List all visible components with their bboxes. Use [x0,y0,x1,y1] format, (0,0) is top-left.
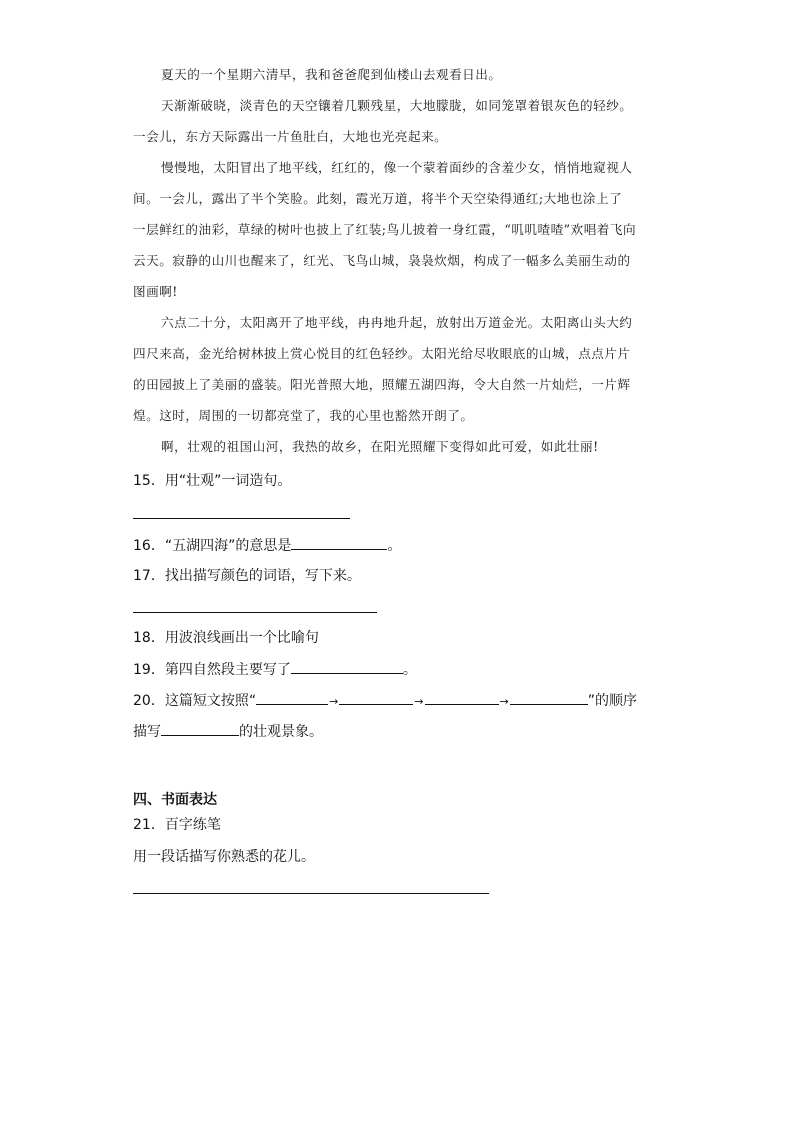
passage-line: 啊，壮观的祖国山河，我热的故乡，在阳光照耀下变得如此可爱，如此壮丽! [161,439,599,454]
passage-line: 的田园披上了美丽的盛装。阳光普照大地，照耀五湖四海，令大自然一片灿烂，一片辉 [133,377,631,392]
question-21-prompt: 用一段话描写你熟悉的花儿。 [133,849,315,865]
answer-blank-20c[interactable] [425,690,499,705]
question-20 [133,690,637,712]
passage-line: 慢慢地，太阳冒出了地平线，红红的，像一个蒙着面纱的含羞少女，悄悄地窥视人 [161,160,633,175]
arrow-icon: → [414,695,424,708]
question-20-line2 [133,721,323,742]
question-21: 21．百字练笔 [133,817,221,833]
question-20-line2-end: 的壮观景象。 [239,724,323,740]
passage-line: 夏天的一个星期六清早，我和爸爸爬到仙楼山去观看日出。 [161,67,502,82]
passage-line: 一会儿，东方天际露出一片鱼肚白，大地也光亮起来。 [133,129,448,144]
arrow-icon: → [329,695,339,708]
question-20-text: 20．这篇短文按照“ [133,693,257,709]
answer-blank-20a[interactable] [256,690,328,705]
section-title: 四、书面表达 [133,792,217,808]
answer-line-21[interactable] [133,893,489,894]
answer-blank-16[interactable] [291,535,387,550]
passage-line: 煌。这时，周围的一切都亮堂了，我的心里也豁然开朗了。 [133,408,474,423]
answer-blank-20b[interactable] [339,690,413,705]
answer-blank-20e[interactable] [161,721,239,736]
passage-line: 六点二十分，太阳离开了地平线，冉冉地升起，放射出万道金光。太阳离山头大约 [161,315,633,330]
question-18: 18．用波浪线画出一个比喻句 [133,630,319,646]
arrow-icon: → [499,695,509,708]
answer-blank-19[interactable] [291,659,403,674]
question-16 [133,535,401,556]
passage-line: 天渐渐破晓，淡青色的天空镶着几颗残星，大地朦胧，如同笼罩着银灰色的轻纱。 [161,98,633,113]
passage-line: 间。一会儿，露出了半个笑脸。此刻，霞光万道，将半个天空染得通红;大地也涂上了 [133,191,623,206]
question-16-text: 16．“五湖四海”的意思是 [133,538,292,554]
passage-line: 一层鲜红的油彩，草绿的树叶也披上了红装;鸟儿披着一身红霞，“叽叽喳喳”欢唱着飞向 [133,222,637,237]
question-20-line2-text: 描写 [133,724,161,740]
answer-line-17[interactable] [133,612,377,613]
question-19 [133,659,417,680]
answer-blank-20d[interactable] [510,690,588,705]
question-17: 17．找出描写颜色的词语，写下来。 [133,568,361,584]
question-20-end: ”的顺序 [587,693,637,709]
question-19-text: 19．第四自然段主要写了 [133,662,291,678]
question-16-end: 。 [387,538,402,554]
passage-line: 图画啊! [133,284,178,299]
answer-line-15[interactable] [133,518,350,519]
question-15: 15．用“壮观”一词造句。 [133,473,292,489]
passage-line: 四尺来高，金光给树林披上赏心悦目的红色轻纱。太阳光给尽收眼底的山城，点点片片 [133,346,631,361]
question-19-end: 。 [402,662,417,678]
reading-passage [133,64,663,467]
passage-line: 云天。寂静的山川也醒来了，红光、飞鸟山城，袅袅炊烟，构成了一幅多么美丽生动的 [133,253,631,268]
